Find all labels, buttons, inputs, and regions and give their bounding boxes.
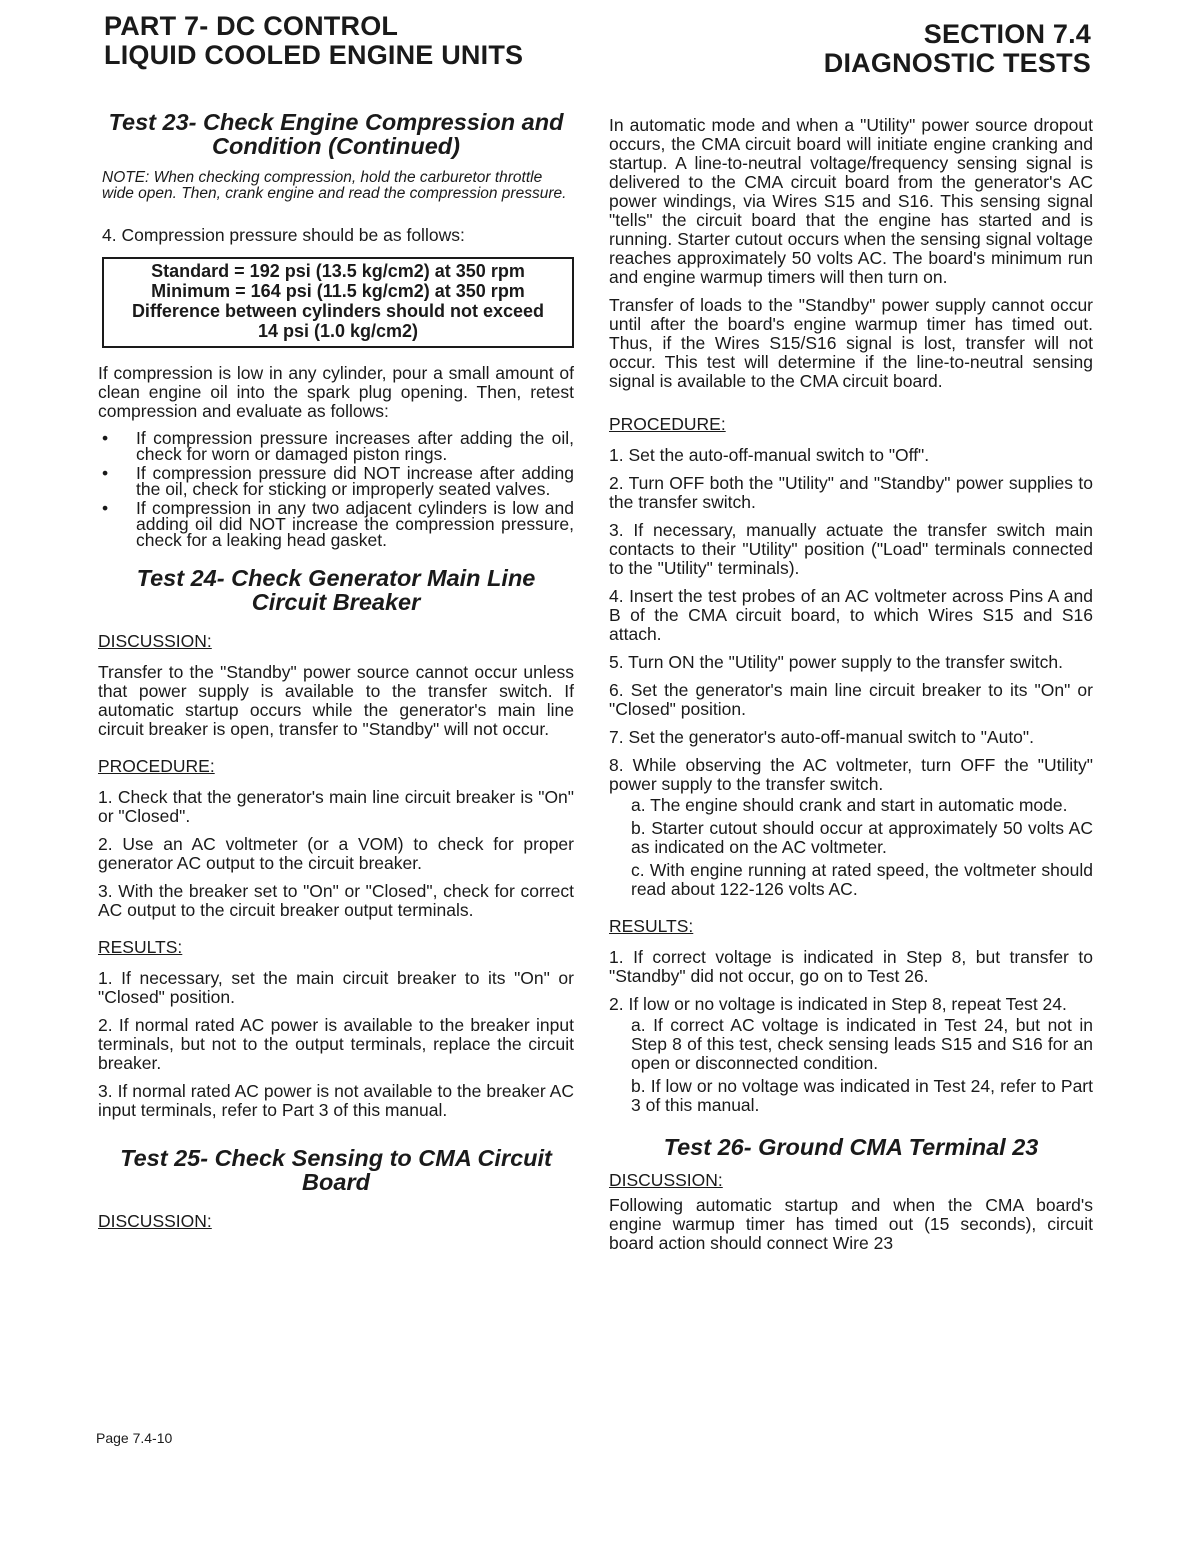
test-25-results-label: RESULTS: bbox=[609, 916, 694, 936]
test-24-results-label: RESULTS: bbox=[98, 937, 183, 957]
test-24-discussion: Transfer to the "Standby" power source cannot occur unless that power supply is available to the transfer switch. If automatic startup occurs while the generator's main line circuit breaker is open, transfer to "Standby" will not occur. bbox=[98, 662, 574, 739]
result-item: 2. If normal rated AC power is available to the breaker input terminals, but not to the output terminals, replace the circuit breaker. bbox=[98, 1015, 574, 1073]
result-item: 1. If necessary, set the main circuit breaker to its "On" or "Closed" position. bbox=[98, 968, 574, 1007]
procedure-step: 3. If necessary, manually actuate the transfer switch main contacts to their "Utility" position ("Load" terminals connected to the "Utility" terminals). bbox=[609, 520, 1093, 578]
test-26-title: Test 26- Ground CMA Terminal 23 bbox=[663, 1134, 1039, 1160]
test-25-intro-2: Transfer of loads to the "Standby" power supply cannot occur until after the board's engine warmup timer has timed out. Thus, if the Wires S15/S16 signal is lost, transfer will not occur. This test will determine if the line-to-neutral sensing signal is available to the CMA circuit board. bbox=[609, 295, 1093, 391]
left-column bbox=[98, 110, 574, 1243]
list-item: • If compression pressure increases after adding the oil, check for worn or damaged piston rings. bbox=[98, 430, 574, 462]
compression-bullets bbox=[98, 430, 574, 548]
spec-minimum: Minimum = 164 psi (11.5 kg/cm2) at 350 rpm bbox=[151, 281, 525, 301]
procedure-step: 4. Insert the test probes of an AC voltmeter across Pins A and B of the CMA circuit board, to which Wires S15 and S16 attach. bbox=[609, 586, 1093, 644]
page-number: Page 7.4-10 bbox=[96, 1430, 173, 1446]
test-25-title: Test 25- Check Sensing to CMA Circuit Board bbox=[120, 1145, 552, 1195]
result-2-sub-a: a. If correct AC voltage is indicated in Test 24, but not in Step 8 of this test, check sensing leads S15 and S16 for an open or disconnected condition. bbox=[631, 1015, 1093, 1073]
part-subtitle: LIQUID COOLED ENGINE UNITS bbox=[104, 40, 524, 70]
step-8-sub-b: b. Starter cutout should occur at approximately 50 volts AC as indicated on the AC voltmeter. bbox=[631, 818, 1093, 857]
section-title: DIAGNOSTIC TESTS bbox=[823, 48, 1091, 78]
procedure-step: 2. Use an AC voltmeter (or a VOM) to check for proper generator AC output to the circuit breaker. bbox=[98, 834, 574, 873]
header-left bbox=[104, 12, 523, 70]
result-2-sub-b: b. If low or no voltage was indicated in Test 24, refer to Part 3 of this manual. bbox=[631, 1076, 1093, 1115]
test-24-title: Test 24- Check Generator Main Line Circuit Breaker bbox=[136, 565, 536, 615]
procedure-step: 8. While observing the AC voltmeter, turn OFF the "Utility" power supply to the transfer switch. bbox=[609, 755, 1093, 794]
result-item: 1. If correct voltage is indicated in Step 8, but transfer to "Standby" did not occur, go on to Test 26. bbox=[609, 947, 1093, 986]
procedure-step: 1. Check that the generator's main line circuit breaker is "On" or "Closed". bbox=[98, 787, 574, 826]
spec-difference-value: 14 psi (1.0 kg/cm2) bbox=[257, 321, 419, 341]
procedure-step: 7. Set the generator's auto-off-manual switch to "Auto". bbox=[609, 727, 1034, 747]
test-24-procedure-label: PROCEDURE: bbox=[98, 756, 215, 776]
procedure-step: 2. Turn OFF both the "Utility" and "Standby" power supplies to the transfer switch. bbox=[609, 473, 1093, 512]
test-26-discussion-label: DISCUSSION: bbox=[609, 1170, 723, 1190]
procedure-step: 5. Turn ON the "Utility" power supply to the transfer switch. bbox=[609, 652, 1063, 672]
result-item: 3. If normal rated AC power is not available to the breaker AC input terminals, refer to Part 3 of this manual. bbox=[98, 1081, 574, 1120]
test-26-discussion: Following automatic startup and when the CMA board's engine warmup timer has timed out (15 seconds), circuit board action should connect Wire 23 bbox=[609, 1195, 1093, 1253]
step-8-sub-c: c. With engine running at rated speed, the voltmeter should read about 122-126 volts AC. bbox=[631, 860, 1093, 899]
test-25-intro-1: In automatic mode and when a "Utility" power source dropout occurs, the CMA circuit board will initiate engine cranking and startup. A line-to-neutral voltage/frequency sensing signal is delivered to the CMA circuit board from the generator's AC power windings, via Wires S15 and S16. This sensing signal "tells" the circuit board that the engine has started and is running. Starter cutout occurs when the sensing signal voltage reaches approximately 50 volts AC. The board's minimum run and engine warmup timers will then turn on. bbox=[609, 115, 1093, 287]
procedure-step: 3. With the breaker set to "On" or "Closed", check for correct AC output to the circuit breaker output terminals. bbox=[98, 881, 574, 920]
list-item: • If compression pressure did NOT increase after adding the oil, check for sticking or improperly seated valves. bbox=[98, 465, 574, 497]
procedure-step: 1. Set the auto-off-manual switch to "Off". bbox=[609, 445, 930, 465]
spec-standard: Standard = 192 psi (13.5 kg/cm2) at 350 rpm bbox=[151, 261, 525, 281]
section-number: SECTION 7.4 bbox=[923, 19, 1091, 49]
step-4: 4. Compression pressure should be as follows: bbox=[102, 225, 465, 245]
list-item: • If compression in any two adjacent cylinders is low and adding oil did NOT increase the compression pressure, check for a leaking head gasket. bbox=[98, 500, 574, 548]
spec-difference: Difference between cylinders should not exceed bbox=[131, 301, 545, 321]
procedure-step: 6. Set the generator's main line circuit breaker to its "On" or "Closed" position. bbox=[609, 680, 1093, 719]
test-24-discussion-label: DISCUSSION: bbox=[98, 631, 212, 651]
compression-note: NOTE: When checking compression, hold the carburetor throttle wide open. Then, crank engine and read the compression pressure. bbox=[102, 169, 567, 202]
header-right bbox=[824, 20, 1091, 78]
compression-spec-box bbox=[102, 257, 574, 348]
step-8-sub-a: a. The engine should crank and start in automatic mode. bbox=[631, 795, 1068, 815]
result-item: 2. If low or no voltage is indicated in Step 8, repeat Test 24. bbox=[609, 994, 1067, 1014]
test-25-discussion-label: DISCUSSION: bbox=[98, 1211, 212, 1231]
test-23-title: Test 23- Check Engine Compression and Condition (Continued) bbox=[108, 109, 564, 159]
part-title: PART 7- DC CONTROL bbox=[104, 11, 399, 41]
test-25-procedure-label: PROCEDURE: bbox=[609, 414, 726, 434]
low-compression-paragraph: If compression is low in any cylinder, pour a small amount of clean engine oil into the spark plug opening. Then, retest compression and evaluate as follows: bbox=[98, 363, 574, 421]
right-column bbox=[609, 116, 1093, 1262]
